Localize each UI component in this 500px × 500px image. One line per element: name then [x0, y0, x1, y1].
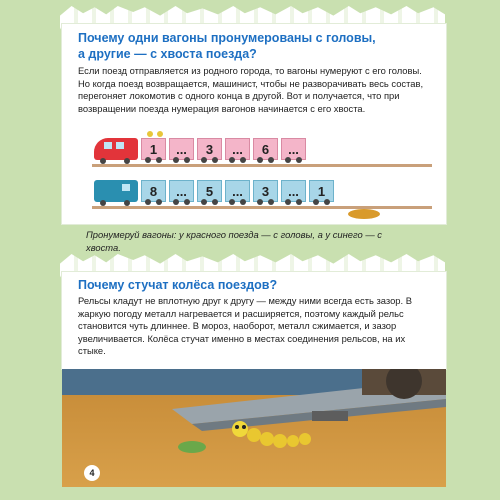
wagon: 6 — [253, 138, 278, 160]
section1-text: Если поезд отправляется из родного города, то вагоны нумеруют с его головы. Но когда поезд возвращается, машинист, чтобы не разворачивать весь состав, перегоняет локомотив с одного конца в другой. Вот и получается, что при возвращении поезда нумерация вагонов начинается с его хвоста. — [78, 65, 424, 114]
rail-scene — [62, 369, 446, 487]
wagon: 1 — [309, 180, 334, 202]
caption: Пронумеруй вагоны: у красного поезда — с головы, а у синего — с хвоста. — [86, 229, 382, 253]
bird-icon — [144, 128, 168, 140]
blue-train — [94, 180, 334, 202]
red-train — [94, 138, 306, 160]
wagon: 8 — [141, 180, 166, 202]
wagon: 3 — [197, 138, 222, 160]
section1-card — [62, 24, 446, 224]
page-number: 4 — [84, 465, 100, 481]
wagon: ... — [281, 180, 306, 202]
blue-locomotive — [94, 180, 138, 202]
leaf-icon — [178, 441, 206, 453]
section1-title-line2: а другие — с хвоста поезда? — [78, 47, 257, 61]
wagon: ... — [281, 138, 306, 160]
wagon: ... — [225, 180, 250, 202]
wagon: ... — [169, 180, 194, 202]
section1-title-line1: Почему одни вагоны пронумерованы с головы, — [78, 31, 376, 45]
wagon: 5 — [197, 180, 222, 202]
track — [92, 164, 432, 167]
wagon: ... — [169, 138, 194, 160]
fox-icon — [344, 204, 384, 222]
red-locomotive — [94, 138, 138, 160]
wagon: 1 — [141, 138, 166, 160]
caterpillar-icon — [232, 421, 311, 448]
section2-title: Почему стучат колёса поездов? — [78, 278, 278, 292]
section2-card — [62, 272, 446, 369]
section2-text: Рельсы кладут не вплотную друг к другу — между ними всегда есть зазор. В жаркую погоду металл нагревается и расширяется, поэтому каждый рельс становится чуть длиннее. В мороз, наоборот, металл сжимается, и зазор увеличивается. Колёса стучат именно в местах соединения рельсов, на их стыке. — [78, 295, 412, 357]
wagon: ... — [225, 138, 250, 160]
wagon: 3 — [253, 180, 278, 202]
rail-illustration — [62, 369, 446, 487]
